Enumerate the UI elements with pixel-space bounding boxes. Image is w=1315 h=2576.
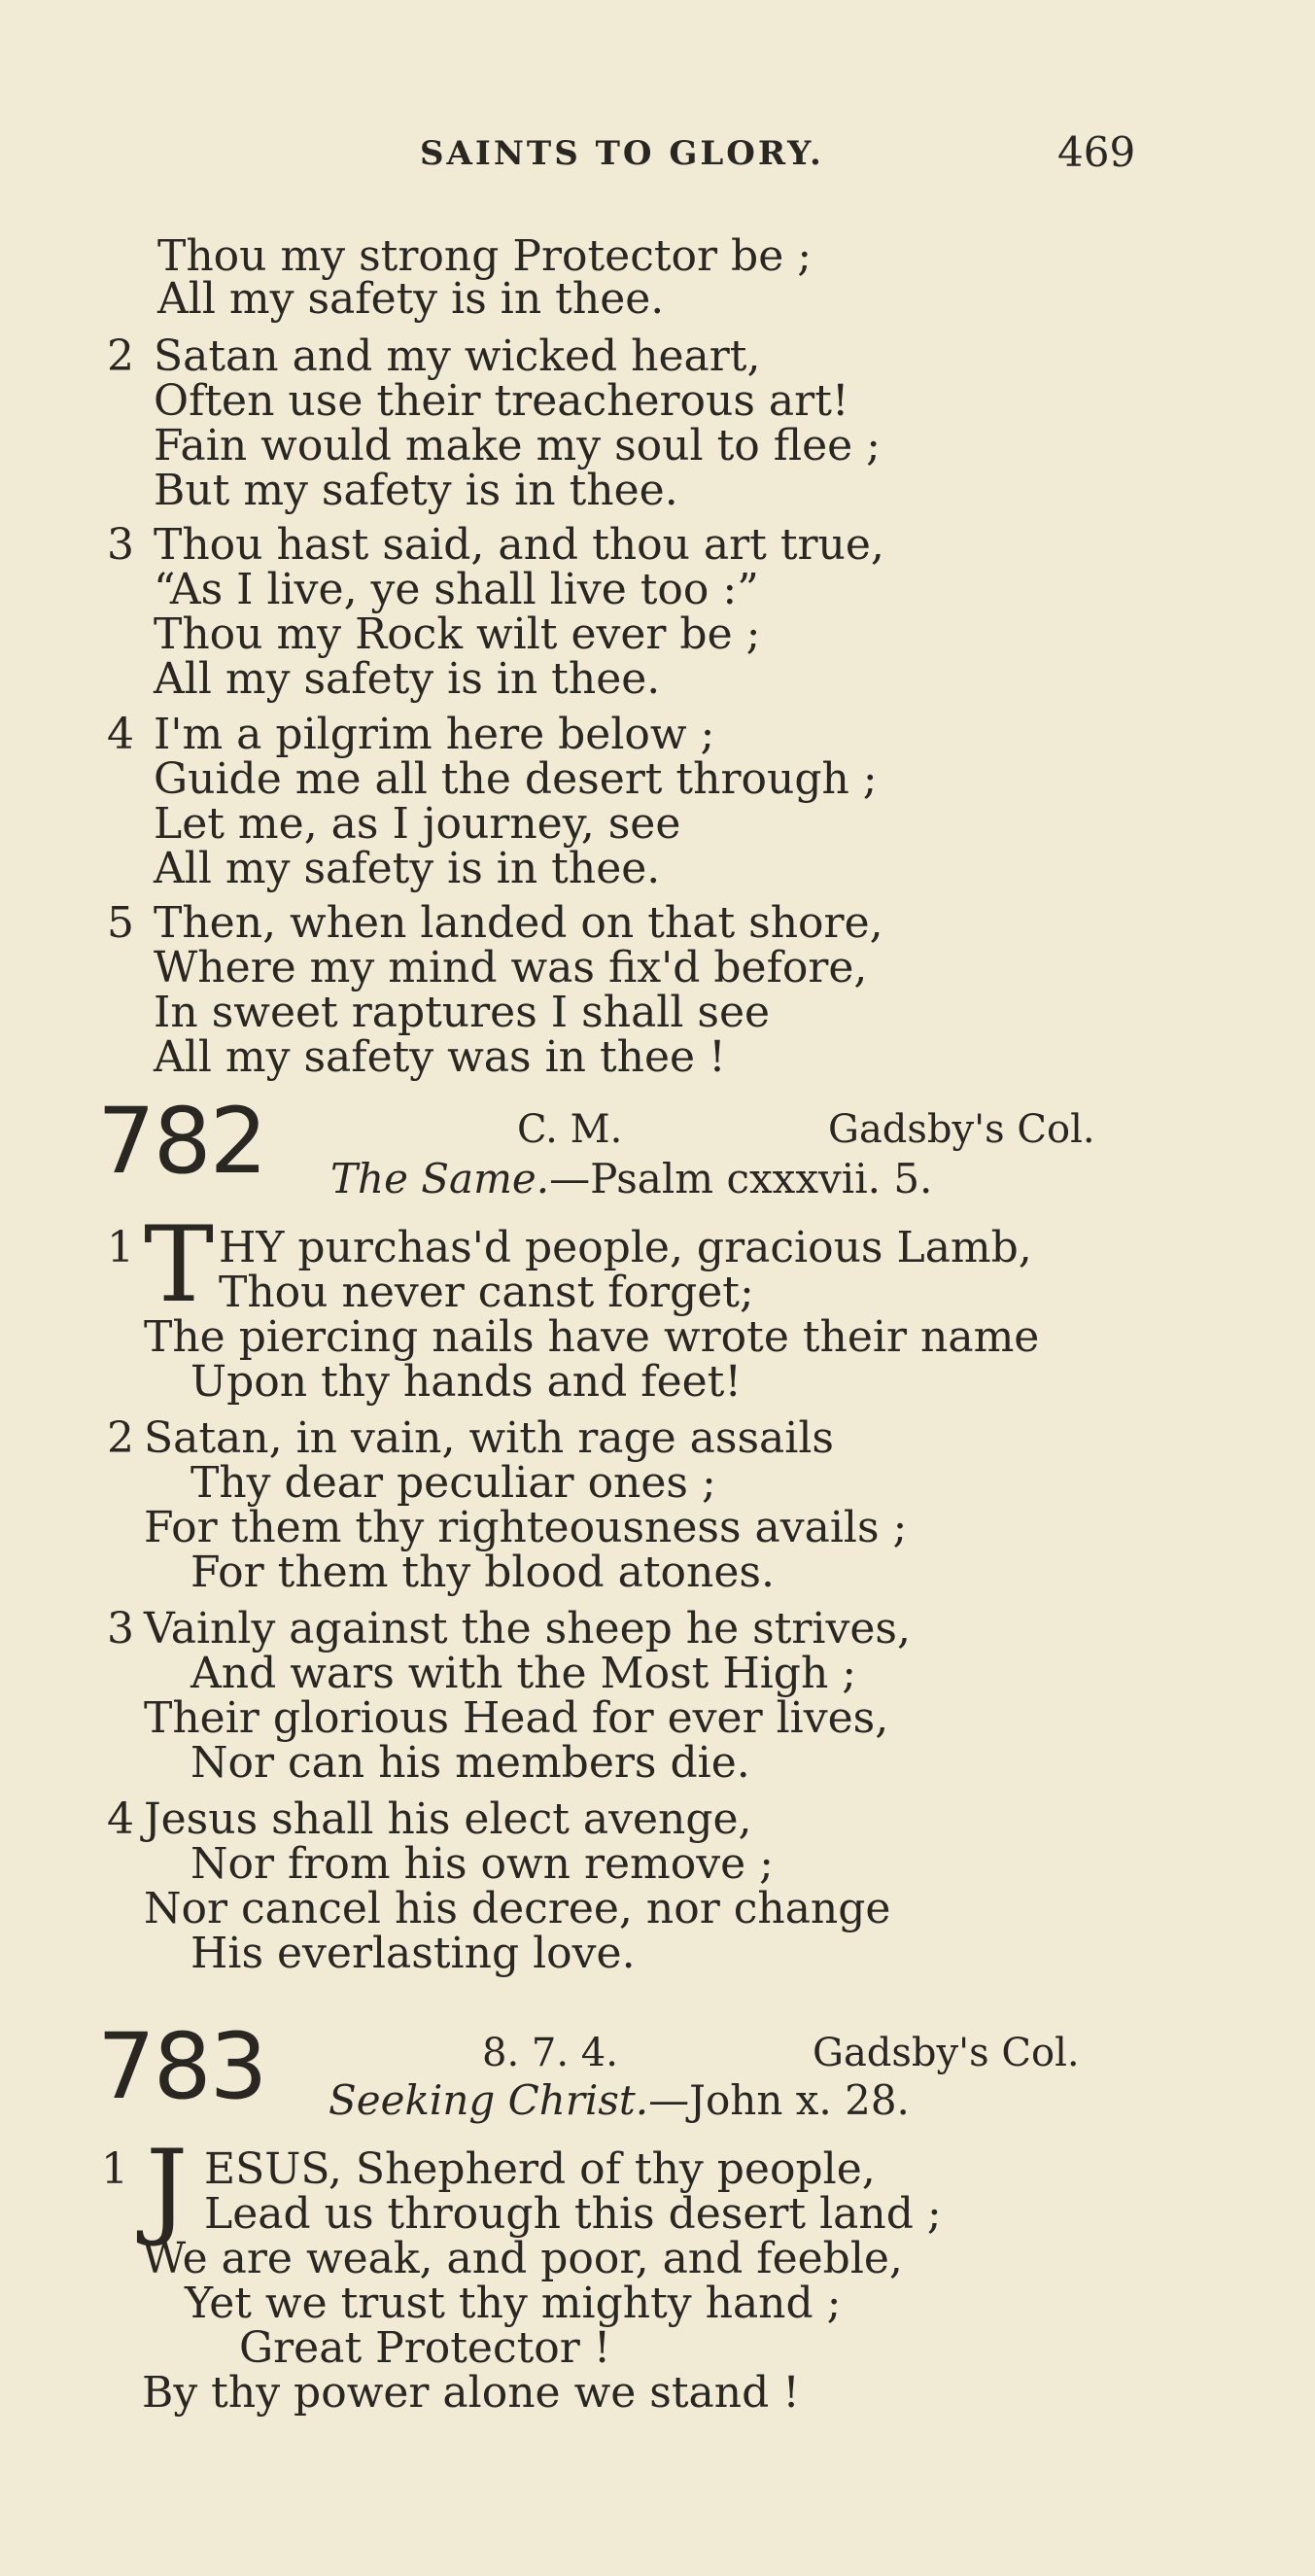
verse-line: Nor can his members die. — [190, 1738, 750, 1788]
hymn-source: Gadsby's Col. — [813, 2031, 1080, 2075]
verse-line: But my safety is in thee. — [154, 466, 678, 515]
verse-line: And wars with the Most High ; — [190, 1649, 857, 1698]
hymn-subtitle-title: Seeking Christ. — [329, 2076, 649, 2124]
verse-line: By thy power alone we stand ! — [142, 2368, 800, 2418]
verse-line: Let me, as I journey, see — [154, 799, 681, 849]
verse-number: 4 — [107, 1794, 134, 1844]
verse-number: 2 — [107, 331, 134, 381]
drop-cap: T — [144, 1204, 215, 1326]
verse-line: Upon thy hands and feet! — [190, 1357, 743, 1407]
verse-line: All my safety is in thee. — [157, 274, 665, 324]
verse-line: Yet we trust thy mighty hand ; — [185, 2279, 842, 2328]
verse-line: Thou hast said, and thou art true, — [154, 520, 884, 570]
verse-line: Guide me all the desert through ; — [154, 754, 878, 804]
verse-number: 1 — [101, 2144, 128, 2194]
verse-line: “As I live, ye shall live too :” — [154, 565, 759, 614]
verse-line: Nor from his own remove ; — [190, 1839, 774, 1889]
hymn-subtitle-reference: —John x. 28. — [648, 2076, 910, 2124]
verse-line: ESUS, Shepherd of thy people, — [204, 2144, 876, 2194]
verse-line: The piercing nails have wrote their name — [144, 1312, 1040, 1362]
hymn-source: Gadsby's Col. — [828, 1107, 1095, 1152]
verse-line: For them thy blood atones. — [190, 1548, 775, 1597]
hymn-subtitle — [329, 2076, 910, 2124]
verse-number: 3 — [107, 520, 134, 570]
hymn-meter: 8. 7. 4. — [482, 2031, 618, 2075]
verse-line: Satan and my wicked heart, — [154, 331, 761, 381]
running-title: SAINTS TO GLORY. — [420, 134, 824, 173]
page-header — [0, 128, 1315, 192]
verse-line: Often use their treacherous art! — [154, 376, 849, 426]
verse-line: His everlasting love. — [190, 1929, 636, 1978]
verse-line: I'm a pilgrim here below ; — [154, 710, 715, 759]
verse-number: 4 — [107, 710, 134, 759]
verse-line: Nor cancel his decree, nor change — [144, 1884, 891, 1933]
verse-line: Thy dear peculiar ones ; — [190, 1458, 716, 1508]
verse-line: Lead us through this desert land ; — [204, 2189, 942, 2239]
page-number: 469 — [1057, 128, 1136, 176]
hymn-number: 783 — [97, 2014, 266, 2120]
verse-line: Where my mind was fix'd before, — [154, 943, 868, 992]
verse-line: Thou my Rock wilt ever be ; — [154, 609, 761, 659]
verse-line: All my safety was in thee ! — [154, 1032, 726, 1082]
verse-line: Their glorious Head for ever lives, — [144, 1693, 889, 1743]
verse-line: Vainly against the sheep he strives, — [144, 1604, 911, 1654]
verse-number: 2 — [107, 1413, 134, 1463]
drop-cap: J — [146, 2128, 189, 2249]
verse-line: For them thy righteousness avails ; — [144, 1503, 908, 1552]
verse-line: Satan, in vain, with rage assails — [144, 1413, 835, 1463]
verse-line: Fain would make my soul to flee ; — [154, 421, 881, 470]
hymn-subtitle-reference: —Psalm cxxxvii. 5. — [549, 1155, 933, 1202]
verse-line: Great Protector ! — [239, 2323, 611, 2373]
verse-line: Thou my strong Protector be ; — [157, 231, 813, 281]
verse-line: In sweet raptures I shall see — [154, 988, 771, 1037]
hymn-subtitle — [330, 1155, 933, 1202]
verse-line: Then, when landed on that shore, — [154, 898, 883, 948]
verse-line: HY purchas'd people, gracious Lamb, — [219, 1223, 1032, 1272]
verse-line: All my safety is in thee. — [154, 654, 661, 704]
hymn-subtitle-title: The Same. — [330, 1155, 550, 1202]
verse-line: Thou never canst forget; — [219, 1268, 754, 1317]
hymn-meter: C. M. — [517, 1107, 623, 1152]
verse-line: Jesus shall his elect avenge, — [144, 1794, 752, 1844]
hymn-number: 782 — [97, 1089, 266, 1195]
verse-number: 1 — [107, 1223, 134, 1272]
verse-number: 5 — [107, 898, 134, 948]
verse-line: We are weak, and poor, and feeble, — [142, 2234, 903, 2283]
verse-line: All my safety is in thee. — [154, 844, 661, 893]
verse-number: 3 — [107, 1604, 134, 1654]
